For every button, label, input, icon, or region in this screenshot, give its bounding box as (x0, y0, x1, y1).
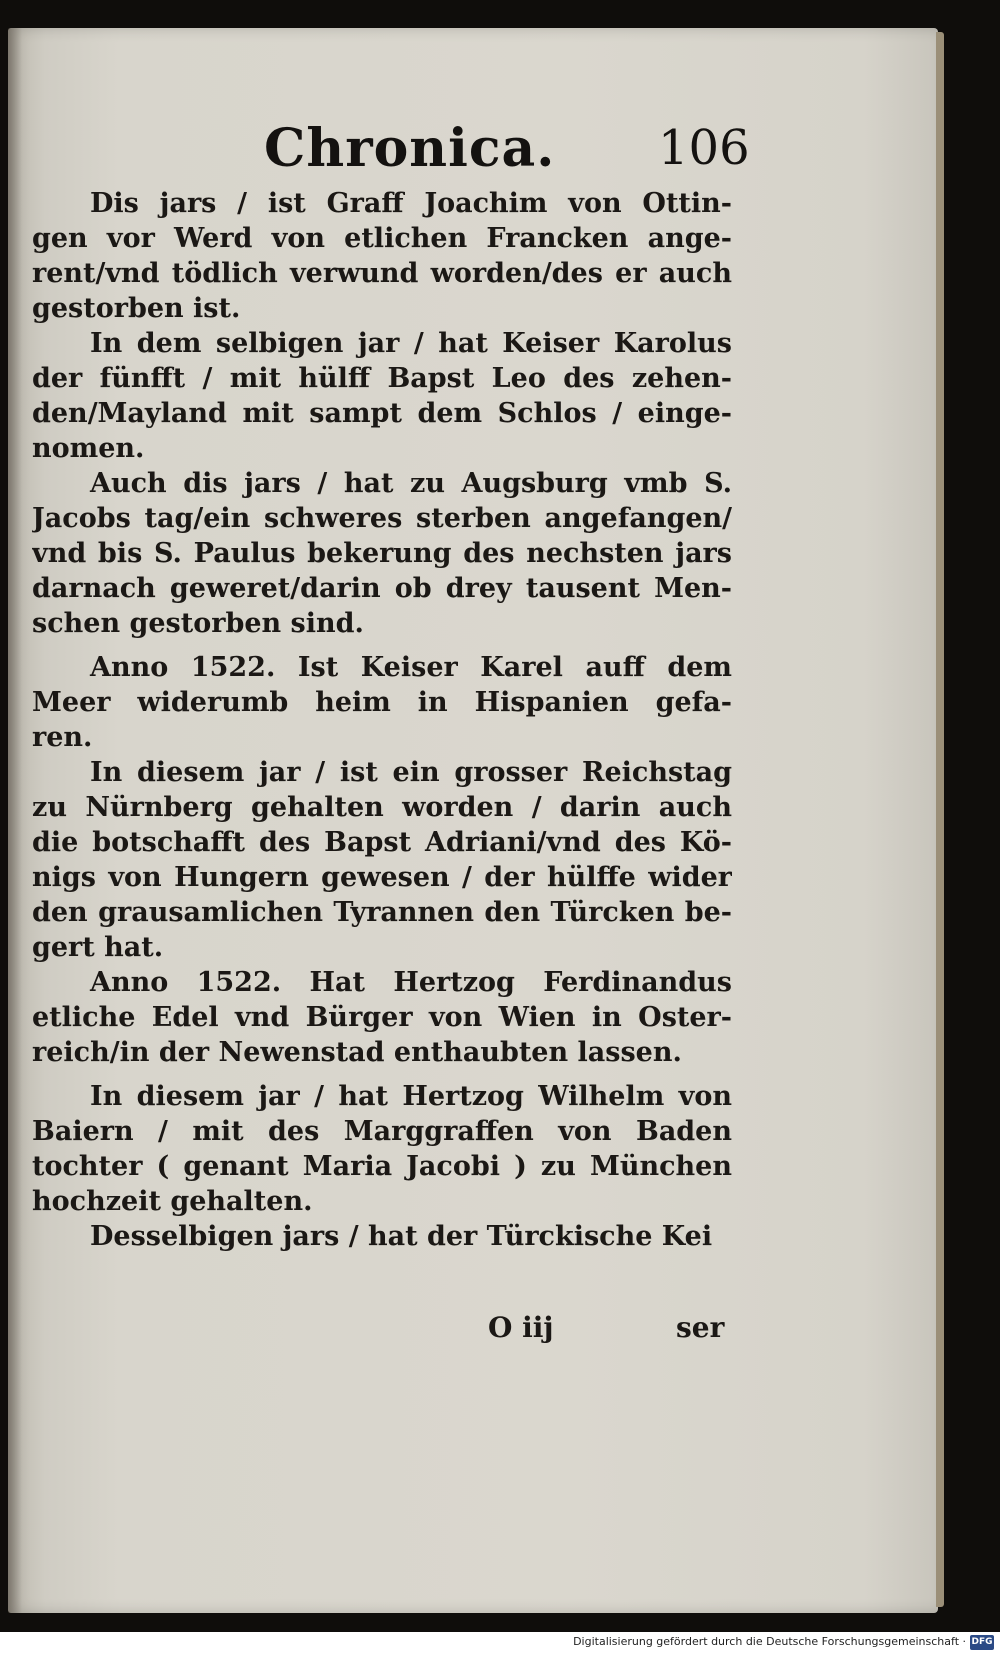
spine-shadow (8, 28, 22, 1613)
text-line: die botschafft des Bapst Adriani/vnd des Kö- (32, 827, 732, 858)
text-line: Baiern / mit des Marggraffen von Baden (32, 1116, 732, 1147)
text-line: Anno 1522. Ist Keiser Karel auff dem (90, 652, 732, 683)
text-line: tochter ( genant Maria Jacobi ) zu München (32, 1151, 732, 1182)
text-line: Auch dis jars / hat zu Augsburg vmb S. (90, 468, 732, 499)
signature-mark: O iij (488, 1311, 554, 1344)
page-edge (936, 32, 944, 1607)
text-line: gestorben ist. (32, 293, 241, 324)
text-line: Meer widerumb heim in Hispanien gefa- (32, 687, 732, 718)
text-line: den grausamlichen Tyrannen den Türcken be- (32, 897, 732, 928)
text-line: Jacobs tag/ein schweres sterben angefangen/ (32, 503, 732, 534)
paragraph-gap (32, 1070, 732, 1079)
dfg-logo-icon: DFG (970, 1635, 994, 1650)
text-block (32, 186, 732, 1254)
text-line: Anno 1522. Hat Hertzog Ferdinandus (90, 967, 732, 998)
text-line: zu Nürnberg gehalten worden / darin auch (32, 792, 732, 823)
text-line: Dis jars / ist Graff Joachim von Ottin- (90, 188, 732, 219)
page-number: 106 (658, 120, 750, 176)
page-footer (8, 1311, 938, 1351)
text-line: In dem selbigen jar / hat Keiser Karolus (90, 328, 732, 359)
text-line: der fünfft / mit hülff Bapst Leo des zehen- (32, 363, 732, 394)
text-line: rent/vnd tödlich verwund worden/des er auch (32, 258, 732, 289)
text-line: nomen. (32, 433, 145, 464)
page-header (8, 118, 938, 188)
running-title: Chronica. (264, 118, 556, 179)
text-line: reich/in der Newenstad enthaubten lassen. (32, 1037, 682, 1068)
credit-text: Digitalisierung gefördert durch die Deutsche Forschungsgemeinschaft · (573, 1635, 966, 1648)
text-line: gert hat. (32, 932, 164, 963)
book-page (8, 28, 938, 1613)
text-line: etliche Edel vnd Bürger von Wien in Oster- (32, 1002, 732, 1033)
text-line: Desselbigen jars / hat der Türckische Kei (90, 1221, 713, 1252)
text-line: In diesem jar / hat Hertzog Wilhelm von (90, 1081, 732, 1112)
catchword: ser (676, 1311, 725, 1344)
text-line: hochzeit gehalten. (32, 1186, 313, 1217)
text-line: darnach geweret/darin ob drey tausent Men- (32, 573, 732, 604)
text-line: gen vor Werd von etlichen Francken ange- (32, 223, 732, 254)
text-line: ren. (32, 722, 93, 753)
text-line: vnd bis S. Paulus bekerung des nechsten jars (32, 538, 732, 569)
paragraph-gap (32, 641, 732, 650)
text-line: In diesem jar / ist ein grosser Reichstag (90, 757, 732, 788)
credit-bar (0, 1632, 1000, 1654)
text-line: schen gestorben sind. (32, 608, 364, 639)
text-line: nigs von Hungern gewesen / der hülffe wider (32, 862, 732, 893)
text-line: den/Mayland mit sampt dem Schlos / einge- (32, 398, 732, 429)
